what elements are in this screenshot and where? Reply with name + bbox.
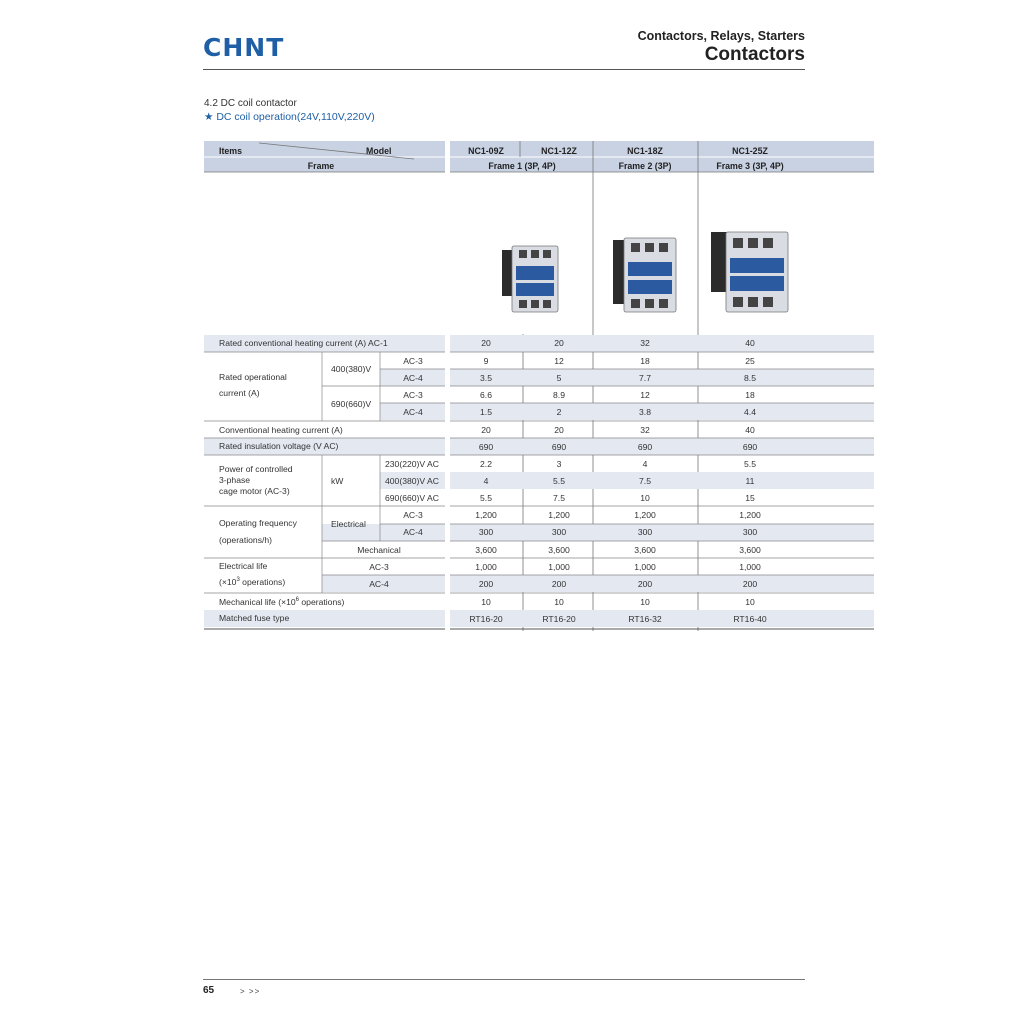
label-ac4: AC-4 — [403, 407, 423, 417]
table-cell: 300 — [551, 527, 567, 537]
label-electrical: Electrical — [331, 519, 366, 529]
table-cell: 40 — [745, 338, 755, 348]
table-cell: 690 — [478, 442, 494, 452]
table-cell: 20 — [554, 338, 564, 348]
label-ac4: AC-4 — [369, 579, 389, 589]
table-cell: 10 — [481, 597, 491, 607]
label-op-current-1: Rated operational — [219, 372, 287, 382]
table-cell: 32 — [640, 338, 650, 348]
table-cell: 25 — [745, 356, 755, 366]
items-header: Items — [219, 146, 242, 156]
table-cell: 7.7 — [639, 373, 651, 383]
table-cell: 5.5 — [480, 493, 492, 503]
model-nc1-25z: NC1-25Z — [732, 146, 768, 156]
model-header: Model — [366, 146, 392, 156]
label-elife-1: Electrical life — [219, 561, 268, 571]
table-cell: RT16-20 — [542, 614, 576, 624]
table-cell: 690 — [742, 442, 758, 452]
table-grid — [204, 141, 874, 631]
label-op-current-2: current (A) — [219, 388, 260, 398]
table-cell: 12 — [554, 356, 564, 366]
section-title: 4.2 DC coil contactor — [204, 98, 297, 109]
table-cell: 3.8 — [639, 407, 651, 417]
footer-rule — [203, 979, 805, 980]
table-cell: 690 — [551, 442, 567, 452]
table-cell: 32 — [640, 425, 650, 435]
model-nc1-12z: NC1-12Z — [541, 146, 577, 156]
table-cell: 6.6 — [480, 390, 492, 400]
table-cell: 18 — [640, 356, 650, 366]
model-nc1-09z: NC1-09Z — [468, 146, 504, 156]
frame-3-label: Frame 3 (3P, 4P) — [716, 161, 784, 171]
table-cell: RT16-40 — [733, 614, 767, 624]
label-power-2: 3-phase — [219, 475, 251, 485]
table-cell: 3,600 — [475, 545, 497, 555]
table-cell: 1,000 — [548, 562, 570, 572]
table-cell: 2.2 — [480, 459, 492, 469]
label-heating-ac1: Rated conventional heating current (A) AC-1 — [219, 338, 388, 348]
table-cell: 3,600 — [634, 545, 656, 555]
table-cell: 5 — [556, 373, 562, 383]
label-ac4: AC-4 — [403, 373, 423, 383]
page-title: Contactors — [704, 44, 805, 65]
table-cell: 300 — [742, 527, 758, 537]
label-ac3: AC-3 — [369, 562, 389, 572]
table-cell: 10 — [640, 597, 650, 607]
table-cell: 1,200 — [739, 510, 761, 520]
table-cell: 7.5 — [553, 493, 565, 503]
table-cell: 4.4 — [744, 407, 756, 417]
table-cell: 1,000 — [634, 562, 656, 572]
table-cell: 1,200 — [548, 510, 570, 520]
table-cell: 4 — [483, 476, 489, 486]
spec-table — [204, 141, 874, 631]
label-ac4: AC-4 — [403, 527, 423, 537]
header-category: Contactors, Relays, Starters — [637, 29, 805, 43]
table-cell: 1,000 — [739, 562, 761, 572]
label-freq-1: Operating frequency — [219, 518, 297, 528]
table-cell: 300 — [478, 527, 494, 537]
label-fuse: Matched fuse type — [219, 613, 290, 623]
page-nav-arrows[interactable]: > >> — [240, 987, 261, 996]
model-nc1-18z: NC1-18Z — [627, 146, 663, 156]
table-cell: 5.5 — [553, 476, 565, 486]
label-pv230: 230(220)V AC — [385, 459, 439, 469]
table-cell: 1,000 — [475, 562, 497, 572]
label-v400: 400(380)V — [331, 364, 372, 374]
table-cell: 40 — [745, 425, 755, 435]
table-cell: 200 — [742, 579, 758, 589]
frame-1-label: Frame 1 (3P, 4P) — [488, 161, 556, 171]
table-cell: RT16-20 — [469, 614, 503, 624]
header-rule — [203, 69, 805, 70]
table-cell: 300 — [637, 527, 653, 537]
table-cell: 12 — [640, 390, 650, 400]
label-ac3: AC-3 — [403, 510, 423, 520]
label-mechanical: Mechanical — [357, 545, 401, 555]
table-cell: 15 — [745, 493, 755, 503]
table-cell: 200 — [551, 579, 567, 589]
label-power-3: cage motor (AC-3) — [219, 486, 290, 496]
label-mlife: Mechanical life ($\times 10^6$ operations) — [219, 597, 345, 607]
frame-2-label: Frame 2 (3P) — [618, 161, 672, 171]
label-v690: 690(660)V — [331, 399, 372, 409]
label-ac3: AC-3 — [403, 390, 423, 400]
table-cell: 7.5 — [639, 476, 651, 486]
table-cell: 2 — [556, 407, 562, 417]
table-cell: 8.5 — [744, 373, 756, 383]
table-cell: 11 — [745, 476, 755, 486]
label-power-1: Power of controlled — [219, 464, 293, 474]
table-cell: 690 — [637, 442, 653, 452]
frame-header: Frame — [307, 161, 335, 171]
label-freq-2: (operations/h) — [219, 535, 273, 545]
table-cell: 4 — [642, 459, 648, 469]
label-pv690: 690(660)V AC — [385, 493, 439, 503]
label-ac3: AC-3 — [403, 356, 423, 366]
table-cell: 20 — [481, 338, 491, 348]
table-cell: 1.5 — [480, 407, 492, 417]
table-cell: 10 — [745, 597, 755, 607]
table-cell: 1,200 — [475, 510, 497, 520]
table-cell: 1,200 — [634, 510, 656, 520]
label-kw: kW — [331, 476, 344, 486]
table-cell: 200 — [637, 579, 653, 589]
table-cell: 20 — [554, 425, 564, 435]
table-cell: 10 — [640, 493, 650, 503]
table-cell: 20 — [481, 425, 491, 435]
table-cell: 18 — [745, 390, 755, 400]
table-cell: 9 — [483, 356, 489, 366]
table-cell: 200 — [478, 579, 494, 589]
label-conv-heating: Conventional heating current (A) — [219, 425, 343, 435]
section-note: ★ DC coil operation(24V,110V,220V) — [204, 111, 375, 123]
table-cell: 8.9 — [553, 390, 565, 400]
table-cell: 3,600 — [548, 545, 570, 555]
table-cell: 5.5 — [744, 459, 756, 469]
label-pv400: 400(380)V AC — [385, 476, 439, 486]
page-number: 65 — [203, 985, 215, 996]
table-cell: RT16-32 — [628, 614, 662, 624]
table-cell: 3.5 — [480, 373, 492, 383]
label-insulation: Rated insulation voltage (V AC) — [219, 441, 339, 451]
table-cell: 3,600 — [739, 545, 761, 555]
table-cell: 10 — [554, 597, 564, 607]
table-cell: 3 — [556, 459, 562, 469]
chnt-logo: CHNT — [203, 33, 285, 62]
label-elife-2: ($\times 10^3$ operations) — [219, 577, 286, 587]
